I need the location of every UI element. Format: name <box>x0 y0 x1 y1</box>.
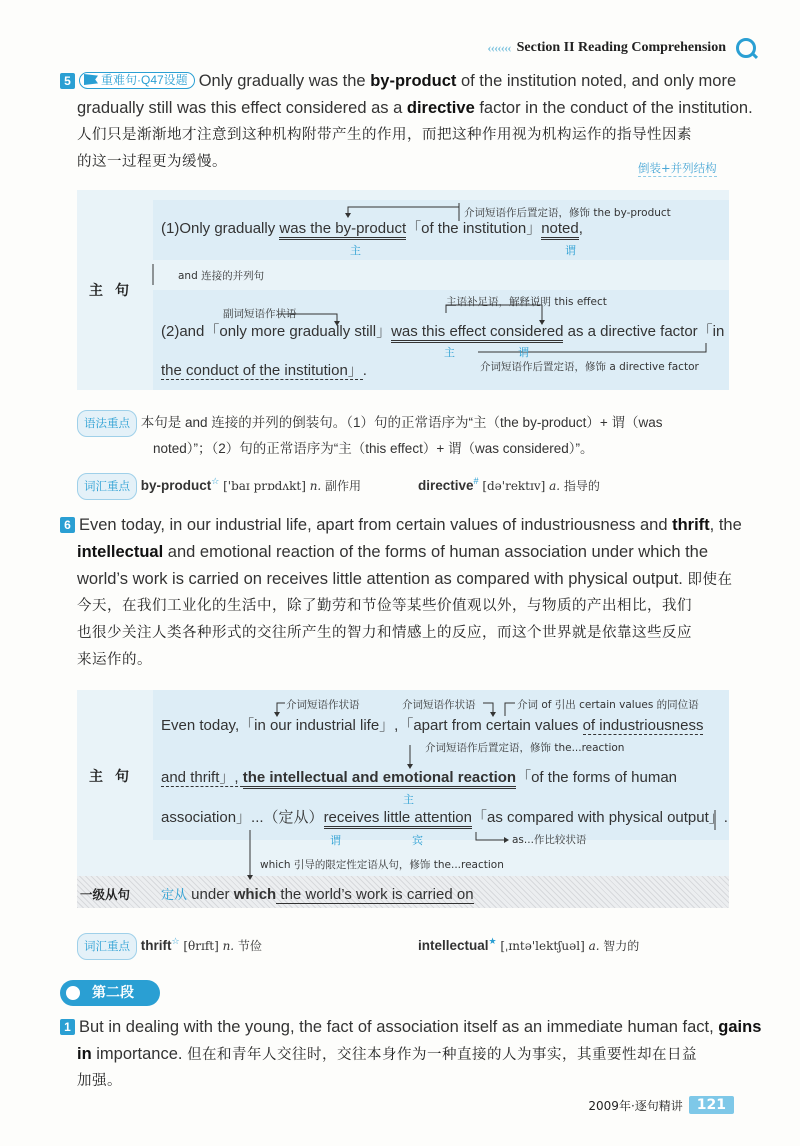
pos: n. <box>222 939 235 953</box>
clause-level-label: 一级从句 <box>80 887 131 902</box>
annotation: 主语补足语，解释说明 this effect <box>446 296 607 308</box>
label-subject: 主 <box>444 346 455 359</box>
annotation: which 引导的限定性定语从句，修饰 the...reaction <box>260 859 504 871</box>
text: Even today,「in our industrial life」,「apart from certain values <box>161 717 583 734</box>
s6-line-3 <box>161 806 728 827</box>
text: noted）”；（2）句的正常语序为“主（this effect）+ 谓（was considered）”。 <box>153 441 594 456</box>
s6-translation-4: 来运作的。 <box>77 652 152 668</box>
vocab-pill: 词汇重点 <box>77 473 137 500</box>
text: (2)and「only more gradually still」 <box>161 323 392 340</box>
label-predicate: 谓 <box>518 346 529 359</box>
star-icon: ☆ <box>171 936 180 946</box>
text: Only gradually was the <box>198 72 371 90</box>
text: factor in the conduct of the institution. <box>474 99 753 117</box>
vocab-word: directive <box>418 478 474 493</box>
sentence-number: 5 <box>60 73 75 89</box>
pos: a. <box>549 479 561 493</box>
text: . <box>362 362 367 379</box>
s6-line-1 <box>161 714 703 735</box>
pos: a. <box>588 939 600 953</box>
annotation: 介词短语作后置定语，修饰 the by-product <box>464 207 671 219</box>
grammar-pill: 语法重点 <box>77 410 137 437</box>
annotation: 介词短语作状语 <box>402 699 476 711</box>
vocab-word: by-product <box>140 478 212 493</box>
label-subject: 主 <box>350 244 361 257</box>
subject-predicate: was the by-product <box>279 220 406 240</box>
predicate: considered <box>486 323 564 343</box>
text: and emotional reaction of the forms of human association under which the <box>163 543 709 561</box>
text: 本句是 and 连接的并列的倒装句。（1）句的正常语序为“主（the by-product）+ 谓（was <box>140 415 663 430</box>
section-heading <box>60 980 160 1006</box>
keyword: thrift <box>672 516 710 534</box>
p2-s1-translation: 加强。 <box>77 1073 122 1089</box>
magnifier-q-icon <box>62 982 84 1004</box>
vocab-word: thrift <box>140 938 172 953</box>
text: importance. <box>91 1045 183 1063</box>
star-icon: # <box>473 476 479 486</box>
s6-vocab-note-2 <box>418 930 639 958</box>
s5-translation-1: 人们只是渐渐地才注意到这种机构附带产生的作用，而把这种作用视为机构运作的指导性因素 <box>77 127 692 143</box>
keyword: directive <box>406 99 475 117</box>
text: But in dealing with the young, the fact of association itself as an immediate human fact, <box>79 1018 719 1036</box>
section-title: Section II Reading Comprehension <box>516 40 726 55</box>
translation: 即使在 <box>687 572 733 588</box>
star-icon: ★ <box>488 936 497 946</box>
badge-label: 重难句·Q47设题 <box>101 73 188 87</box>
annotation: 介词短语作状语 <box>286 699 360 711</box>
text: , the <box>709 516 742 534</box>
relative-pronoun: which <box>233 886 277 903</box>
section-label: 第二段 <box>92 985 134 1001</box>
label-predicate: 谓 <box>330 834 341 847</box>
s5-translation-2: 的这一过程更为缓慢。 <box>77 154 227 170</box>
definition: 智力的 <box>603 939 640 953</box>
clause-tag: 定从 <box>161 888 188 903</box>
appositive: and thrift」, <box>161 769 243 786</box>
object: little attention <box>379 809 472 829</box>
s6-translation-2: 今天，在我们工业化的生活中，除了勤劳和节俭等某些价值观以外，与物质的产出相比，我们 <box>77 598 692 614</box>
star-icon: ☆ <box>211 476 220 486</box>
vocab-word: intellectual <box>418 938 489 953</box>
structure-tag: 倒装+并列结构 <box>638 161 717 175</box>
definition: 指导的 <box>563 479 600 493</box>
text: as a directive factor「in <box>563 323 725 340</box>
text: under <box>187 886 234 903</box>
text: 「as compared with physical output」. <box>471 809 728 826</box>
sentence-number: 1 <box>60 1019 75 1035</box>
text: (1)Only gradually <box>161 220 280 237</box>
annotation: 副词短语作状语 <box>223 308 297 320</box>
definition: 副作用 <box>325 479 362 493</box>
box-label: 主句 <box>89 769 141 785</box>
label-predicate: 谓 <box>565 244 576 257</box>
p2-s1-english <box>60 1014 762 1069</box>
keyword: by-product <box>370 72 457 90</box>
page-footer <box>588 1096 734 1114</box>
vocab-pill: 词汇重点 <box>77 933 137 960</box>
s6-clause-line <box>161 884 474 903</box>
definition: 节俭 <box>237 939 262 953</box>
keyword: gains <box>718 1018 762 1036</box>
annotation: 介词短语作后置定语，修饰 a directive factor <box>480 361 699 373</box>
postmodifier: the conduct of the institution」 <box>161 362 363 379</box>
phonetic: [də'rektɪv] <box>482 479 546 493</box>
label-object: 宾 <box>412 834 423 847</box>
subject: was this effect <box>391 323 486 343</box>
s6-vocab-note <box>77 930 262 960</box>
translation: 但在和青年人交往时，交往本身作为一种直接的人为事实，其重要性却在日益 <box>187 1047 698 1063</box>
sentence-number: 6 <box>60 517 75 533</box>
footer-label: 2009年·逐句精讲 <box>588 1098 683 1113</box>
keyword: intellectual <box>77 543 164 561</box>
text: 「of the forms of human <box>516 769 677 786</box>
appositive: of industriousness <box>582 717 704 734</box>
predicate: noted <box>541 220 579 240</box>
text: , <box>578 220 583 237</box>
subject: the intellectual and emotional reaction <box>243 769 516 789</box>
phonetic: ['baɪ prɒdʌkt] <box>223 479 306 493</box>
phonetic: [ˌɪntə'lektʃuəl] <box>500 939 585 953</box>
text: of the institution noted, and only more <box>456 72 737 90</box>
annotation: 介词 of 引出 certain values 的同位语 <box>517 699 699 711</box>
text: world’s work is carried on receives little attention as compared with physical output. <box>77 570 683 588</box>
keyword: in <box>77 1045 92 1063</box>
clause-body: the world’s work is carried on <box>276 886 474 903</box>
phonetic: [θrɪft] <box>183 939 219 953</box>
label-subject: 主 <box>403 793 414 806</box>
annotation: as...作比较状语 <box>512 834 587 846</box>
pos: n. <box>309 479 322 493</box>
text: gradually still was this effect considered as a <box>77 99 407 117</box>
double-arrow-icon: ‹‹‹‹‹‹‹ <box>487 40 511 55</box>
text: Even today, in our industrial life, apart from certain values of industriousness and <box>79 516 673 534</box>
annotation: and 连接的并列句 <box>178 270 265 282</box>
s6-line-2 <box>161 766 677 787</box>
annotation: 介词短语作后置定语，修饰 the...reaction <box>425 742 625 754</box>
box-label: 主句 <box>89 283 141 299</box>
text: association」...（定从） <box>161 809 324 826</box>
predicate: receives <box>324 809 380 829</box>
s6-translation-3: 也很少关注人类各种形式的交往所产生的智力和情感上的反应，而这个世界就是依靠这些反应 <box>77 625 692 641</box>
page-number: 121 <box>689 1096 734 1114</box>
text: 「of the institution」 <box>406 220 542 237</box>
